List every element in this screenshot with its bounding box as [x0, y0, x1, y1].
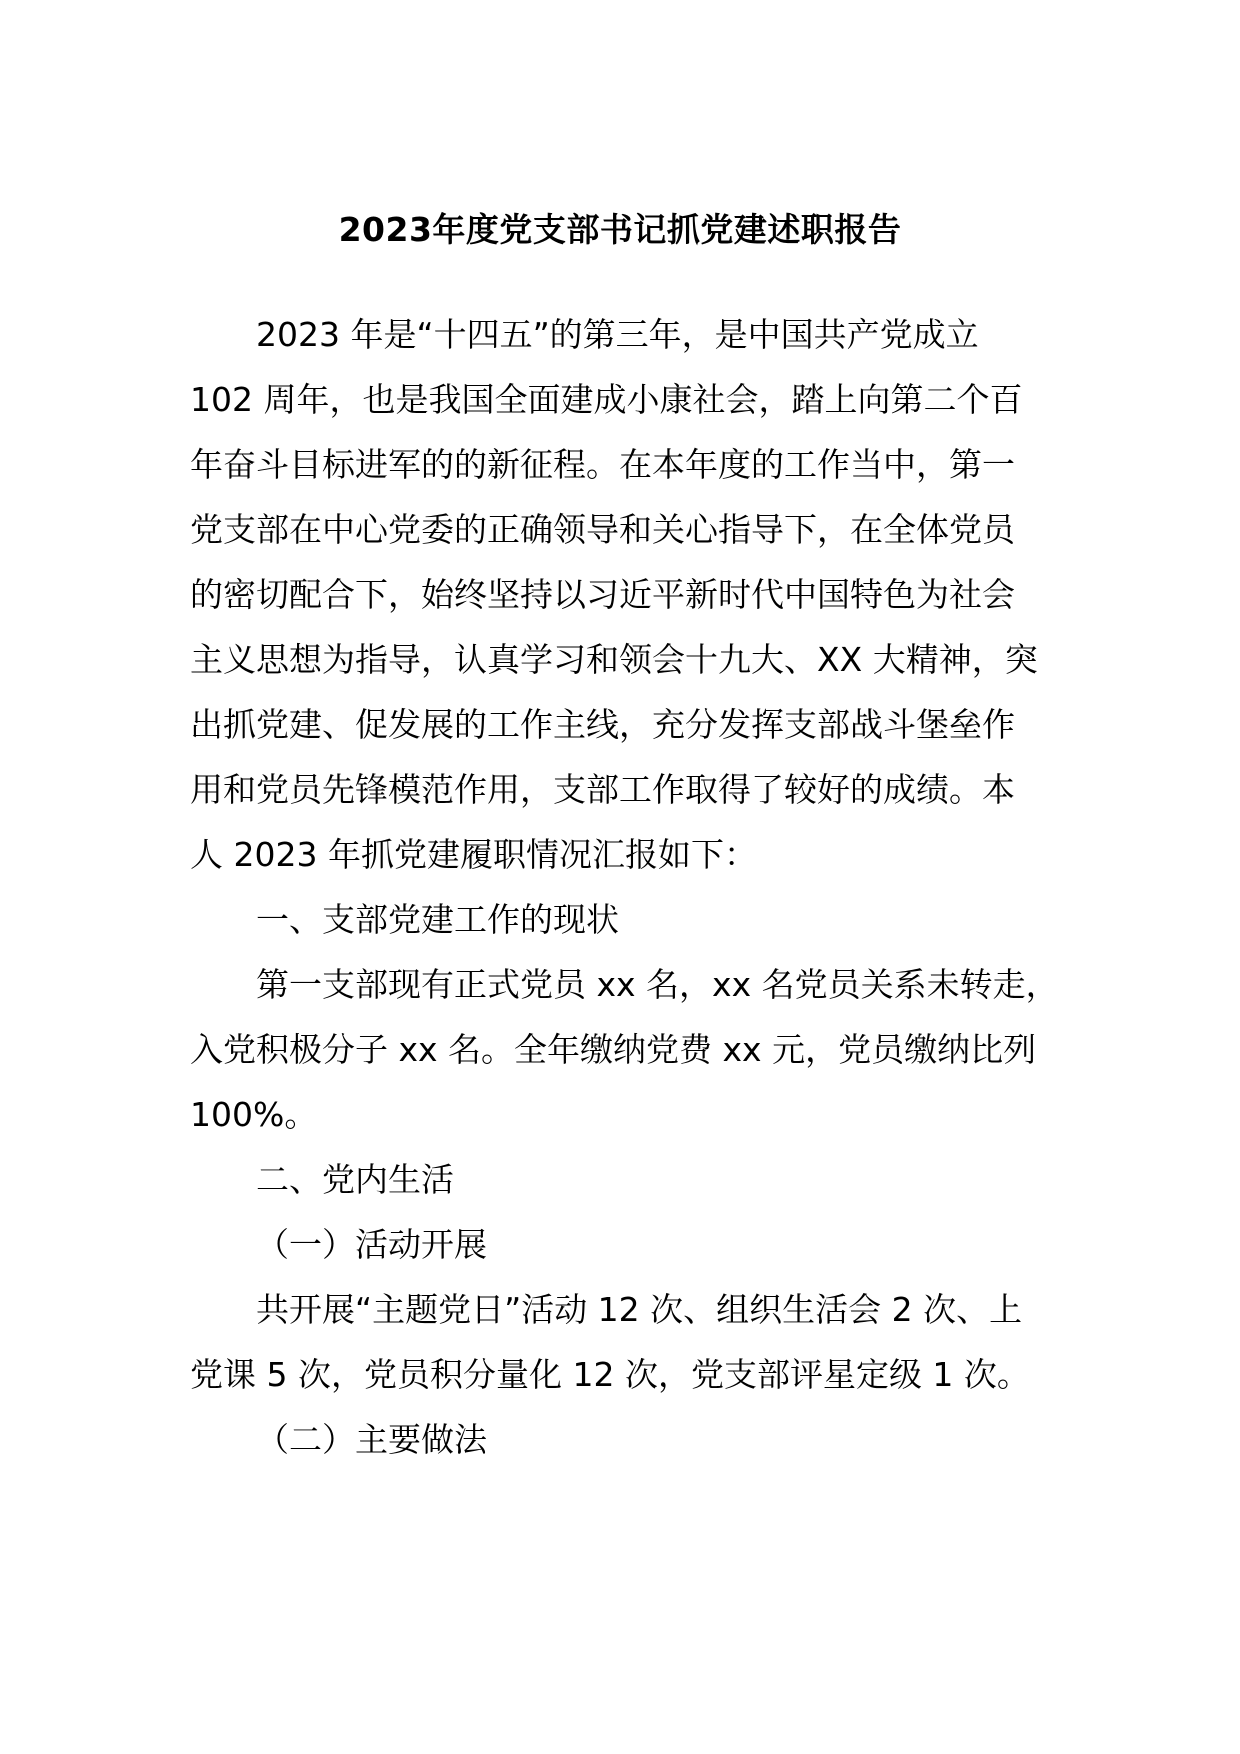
text-line: 用和党员先锋模范作用，支部工作取得了较好的成绩。本	[190, 770, 1015, 809]
text-line: 102 周年，也是我国全面建成小康社会，踏上向第二个百	[190, 380, 1023, 419]
heading-text: （二）主要做法	[256, 1420, 487, 1459]
text-line: 100%。	[190, 1095, 318, 1134]
text-line: 2023 年是“十四五”的第三年，是中国共产党成立	[256, 315, 979, 354]
heading-text: （一）活动开展	[256, 1225, 487, 1264]
subsection-heading-1	[190, 1212, 1060, 1277]
text-line: 党支部在中心党委的正确领导和关心指导下，在全体党员	[190, 510, 1015, 549]
document-body	[190, 302, 1060, 1472]
paragraph-membership	[190, 952, 1060, 1147]
text-line: 出抓党建、促发展的工作主线，充分发挥支部战斗堡垒作	[190, 705, 1015, 744]
paragraph-activities	[190, 1277, 1060, 1407]
subsection-heading-2	[190, 1407, 1060, 1472]
section-heading-1	[190, 887, 1060, 952]
text-line: 第一支部现有正式党员 xx 名，xx 名党员关系未转走，	[256, 965, 1059, 1004]
heading-text: 二、党内生活	[256, 1160, 454, 1199]
text-line: 人 2023 年抓党建履职情况汇报如下：	[190, 835, 757, 874]
text-line: 年奋斗目标进军的的新征程。在本年度的工作当中，第一	[190, 445, 1015, 484]
text-line: 的密切配合下，始终坚持以习近平新时代中国特色为社会	[190, 575, 1015, 614]
text-line: 共开展“主题党日”活动 12 次、组织生活会 2 次、上	[256, 1290, 1023, 1329]
text-line: 党课 5 次，党员积分量化 12 次，党支部评星定级 1 次。	[190, 1355, 1030, 1394]
document-title: 2023年度党支部书记抓党建述职报告	[338, 210, 902, 249]
text-line: 入党积极分子 xx 名。全年缴纳党费 xx 元，党员缴纳比列	[190, 1030, 1037, 1069]
text-line: 主义思想为指导，认真学习和领会十九大、XX 大精神，突	[190, 640, 1038, 679]
paragraph-intro	[190, 302, 1060, 887]
heading-text: 一、支部党建工作的现状	[256, 900, 619, 939]
section-heading-2	[190, 1147, 1060, 1212]
